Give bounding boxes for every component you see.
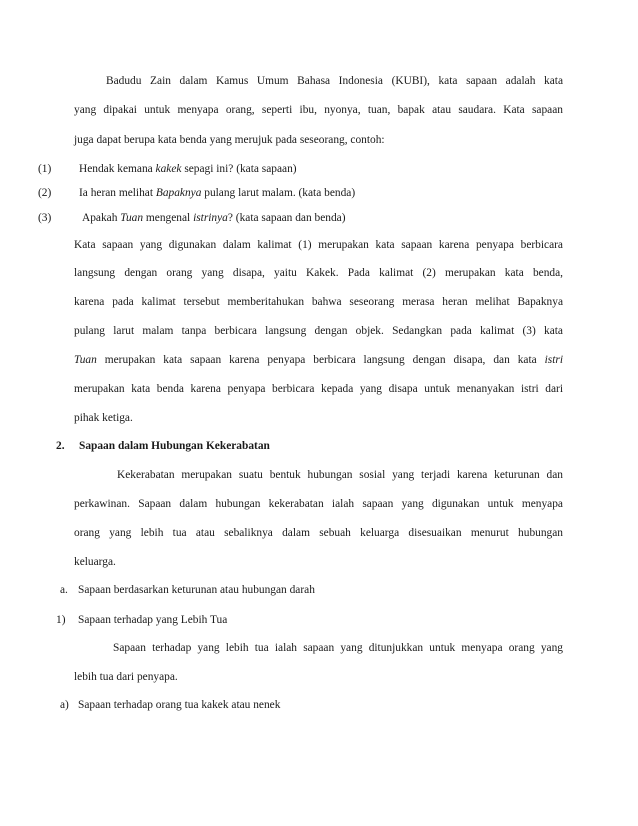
paragraph-2-line-1: Kata sapaan yang digunakan dalam kalimat (1) merupakan kata sapaan karena penyapa berbicara xyxy=(74,239,563,251)
paragraph-2-line-7: pihak ketiga. xyxy=(74,412,133,424)
section-2-heading: Sapaan dalam Hubungan Kekerabatan xyxy=(79,440,270,452)
subsection-1-heading: Sapaan terhadap yang Lebih Tua xyxy=(78,614,228,626)
example-1-text: Hendak kemana kakek sepagi ini? (kata sapaan) xyxy=(79,163,297,175)
paragraph-1-line-2: yang dipakai untuk menyapa orang, seperti ibu, nyonya, tuan, bapak atau saudara. Kata sapaan xyxy=(74,104,563,116)
paragraph-2-line-2: langsung dengan orang yang disapa, yaitu Kakek. Pada kalimat (2) merupakan kata benda, xyxy=(74,267,563,279)
example-2-text: Ia heran melihat Bapaknya pulang larut malam. (kata benda) xyxy=(79,187,356,199)
subsection-a2-number: a) xyxy=(60,699,69,711)
paragraph-4-line-1: Sapaan terhadap yang lebih tua ialah sapaan yang ditunjukkan untuk menyapa orang yang xyxy=(113,642,563,654)
subsection-a-number: a. xyxy=(60,584,68,596)
subsection-a-heading: Sapaan berdasarkan keturunan atau hubungan darah xyxy=(78,584,315,596)
example-3-number: (3) xyxy=(38,212,52,224)
paragraph-2-line-6: merupakan kata benda karena penyapa berbicara kepada yang disapa untuk menanyakan istri dari xyxy=(74,383,563,395)
paragraph-1-line-1: Badudu Zain dalam Kamus Umum Bahasa Indonesia (KUBI), kata sapaan adalah kata xyxy=(106,75,563,87)
paragraph-4-line-2: lebih tua dari penyapa. xyxy=(74,671,178,683)
subsection-a2-heading: Sapaan terhadap orang tua kakek atau nenek xyxy=(78,699,281,711)
section-2-number: 2. xyxy=(56,440,65,452)
example-1-number: (1) xyxy=(38,163,52,175)
paragraph-3-line-1: Kekerabatan merupakan suatu bentuk hubungan sosial yang terjadi karena keturunan dan xyxy=(117,469,563,481)
paragraph-1-line-3: juga dapat berupa kata benda yang merujuk pada seseorang, contoh: xyxy=(74,134,385,146)
subsection-1-number: 1) xyxy=(56,614,66,626)
paragraph-3-line-4: keluarga. xyxy=(74,556,116,568)
paragraph-3-line-2: perkawinan. Sapaan dalam hubungan kekerabatan ialah sapaan yang digunakan untuk menyapa xyxy=(74,498,563,510)
paragraph-2-line-4: pulang larut malam tanpa berbicara langsung dengan objek. Sedangkan pada kalimat (3) kata xyxy=(74,325,563,337)
example-3-text: Apakah Tuan mengenal istrinya? (kata sapaan dan benda) xyxy=(82,212,346,224)
example-2-number: (2) xyxy=(38,187,52,199)
paragraph-2-line-5: Tuan merupakan kata sapaan karena penyapa berbicara langsung dengan disapa, dan kata istri xyxy=(74,354,563,366)
paragraph-2-line-3: karena pada kalimat tersebut memberitahukan bahwa seseorang merasa heran melihat Bapaknya xyxy=(74,296,563,308)
paragraph-3-line-3: orang yang lebih tua atau sebaliknya dalam sebuah keluarga disesuaikan menurut hubungan xyxy=(74,527,563,539)
